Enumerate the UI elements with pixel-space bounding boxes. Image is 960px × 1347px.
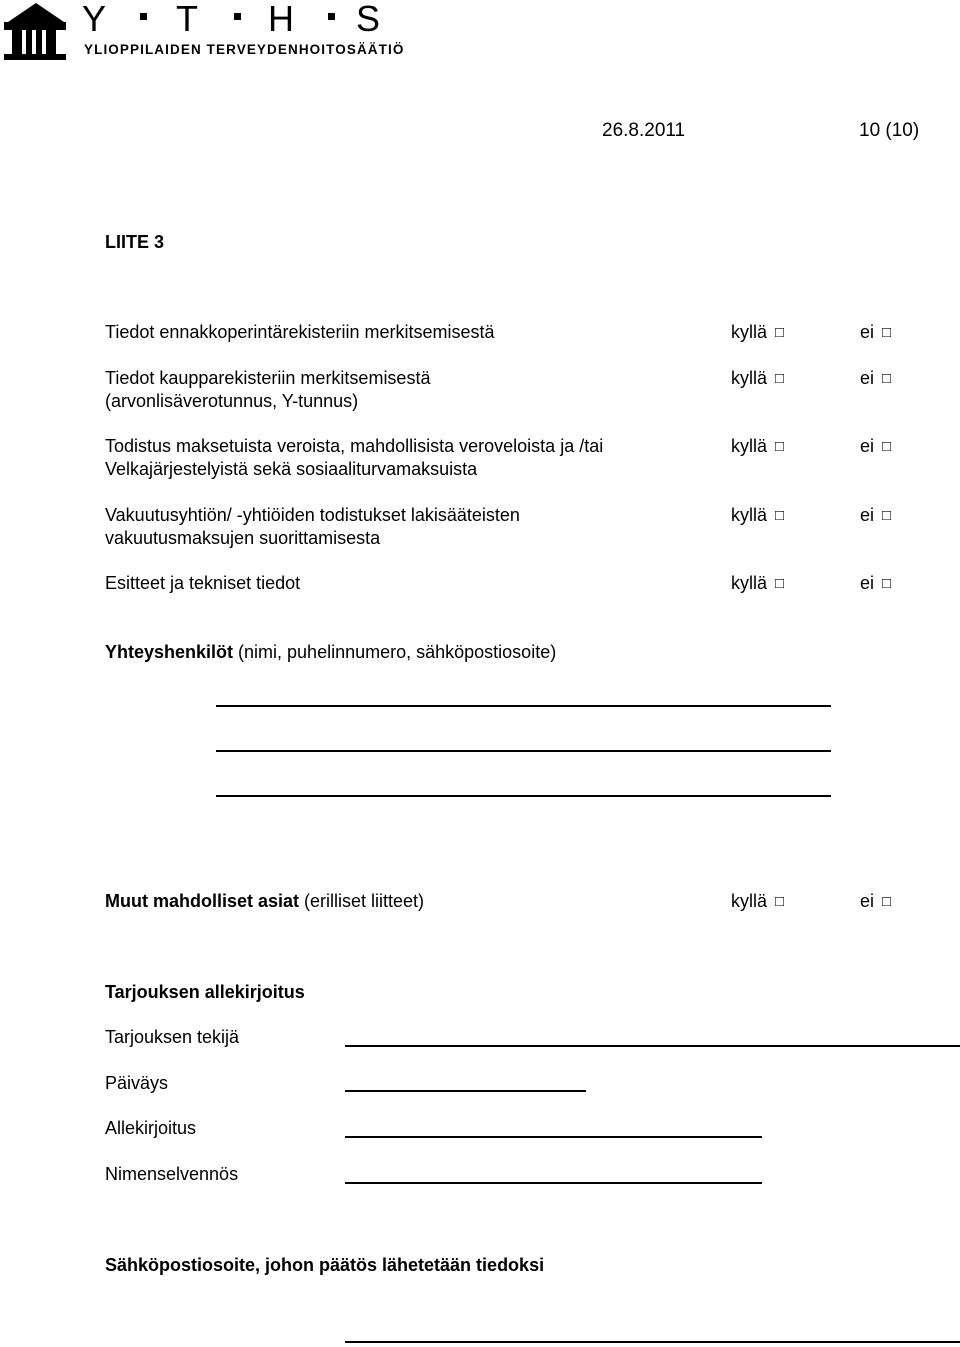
checkbox-icon[interactable]: □ — [775, 893, 785, 910]
checkbox-icon[interactable]: □ — [882, 324, 892, 341]
item-verotodistus-no[interactable]: ei □ — [860, 436, 892, 456]
checkbox-icon[interactable]: □ — [882, 893, 892, 910]
checkbox-icon[interactable]: □ — [775, 575, 785, 592]
yths-logo — [0, 0, 405, 66]
offerer-field[interactable] — [345, 1045, 960, 1047]
item-verotodistus-sublabel: Velkajärjestelyistä sekä sosiaaliturvamaksuista — [105, 459, 478, 479]
email-field[interactable] — [345, 1341, 960, 1343]
item-verotodistus-label: Todistus maksetuista veroista, mahdollisista veroveloista ja /tai — [105, 436, 604, 456]
appendix-title: LIITE 3 — [105, 232, 165, 252]
logo-letter-t: T — [176, 0, 198, 39]
item-esitteet-no[interactable]: ei □ — [860, 573, 892, 593]
other-matters-no[interactable]: ei □ — [860, 891, 892, 911]
item-vakuutus-sublabel: vakuutusmaksujen suorittamisesta — [105, 528, 381, 548]
header-date: 26.8.2011 — [602, 120, 686, 141]
name-clarification-field[interactable] — [345, 1182, 762, 1184]
contacts-label: Yhteyshenkilöt (nimi, puhelinnumero, sähköpostiosoite) — [105, 642, 557, 662]
checkbox-icon[interactable]: □ — [882, 438, 892, 455]
item-vakuutus-label: Vakuutusyhtiön/ -yhtiöiden todistukset lakisääteisten — [105, 505, 520, 525]
item-kaupparekisteri-label: Tiedot kaupparekisteriin merkitsemisestä — [105, 368, 431, 388]
checkbox-icon[interactable]: □ — [882, 370, 892, 387]
other-matters-yes[interactable]: kyllä □ — [731, 891, 785, 911]
offerer-label: Tarjouksen tekijä — [105, 1027, 240, 1047]
checkbox-icon[interactable]: □ — [775, 438, 785, 455]
date-field[interactable] — [345, 1090, 586, 1092]
item-ennakkoperinta-no[interactable]: ei □ — [860, 322, 892, 342]
item-kaupparekisteri-sublabel: (arvonlisäverotunnus, Y-tunnus) — [105, 391, 359, 411]
contact-field-3[interactable] — [216, 795, 831, 797]
item-ennakkoperinta-yes[interactable]: kyllä □ — [731, 322, 785, 342]
logo-letter-s: S — [356, 0, 381, 39]
item-vakuutus-yes[interactable]: kyllä □ — [731, 505, 785, 525]
item-ennakkoperinta-label: Tiedot ennakkoperintärekisteriin merkitsemisestä — [105, 322, 495, 342]
checkbox-icon[interactable]: □ — [882, 575, 892, 592]
item-esitteet-yes[interactable]: kyllä □ — [731, 573, 785, 593]
email-title: Sähköpostiosoite, johon päätös lähetetään tiedoksi — [105, 1255, 545, 1275]
date-label: Päiväys — [105, 1073, 169, 1093]
item-kaupparekisteri-no[interactable]: ei □ — [860, 368, 892, 388]
logo-subtitle: YLIOPPILAIDEN TERVEYDENHOITOSÄÄTIÖ — [84, 42, 405, 57]
item-kaupparekisteri-yes[interactable]: kyllä □ — [731, 368, 785, 388]
logo-letter-y: Y — [82, 0, 107, 39]
checkbox-icon[interactable]: □ — [882, 507, 892, 524]
contact-field-2[interactable] — [216, 750, 831, 752]
other-matters-label: Muut mahdolliset asiat (erilliset liitteet) — [105, 891, 425, 911]
item-verotodistus-yes[interactable]: kyllä □ — [731, 436, 785, 456]
name-clarification-label: Nimenselvennös — [105, 1164, 239, 1184]
item-vakuutus-no[interactable]: ei □ — [860, 505, 892, 525]
header-page-number: 10 (10) — [859, 120, 920, 141]
signature-field[interactable] — [345, 1136, 762, 1138]
logo-letter-h: H — [268, 0, 294, 39]
item-esitteet-label: Esitteet ja tekniset tiedot — [105, 573, 301, 593]
signature-label: Allekirjoitus — [105, 1118, 197, 1138]
contact-field-1[interactable] — [216, 705, 831, 707]
checkbox-icon[interactable]: □ — [775, 507, 785, 524]
signature-title: Tarjouksen allekirjoitus — [105, 982, 305, 1002]
checkbox-icon[interactable]: □ — [775, 324, 785, 341]
checkbox-icon[interactable]: □ — [775, 370, 785, 387]
